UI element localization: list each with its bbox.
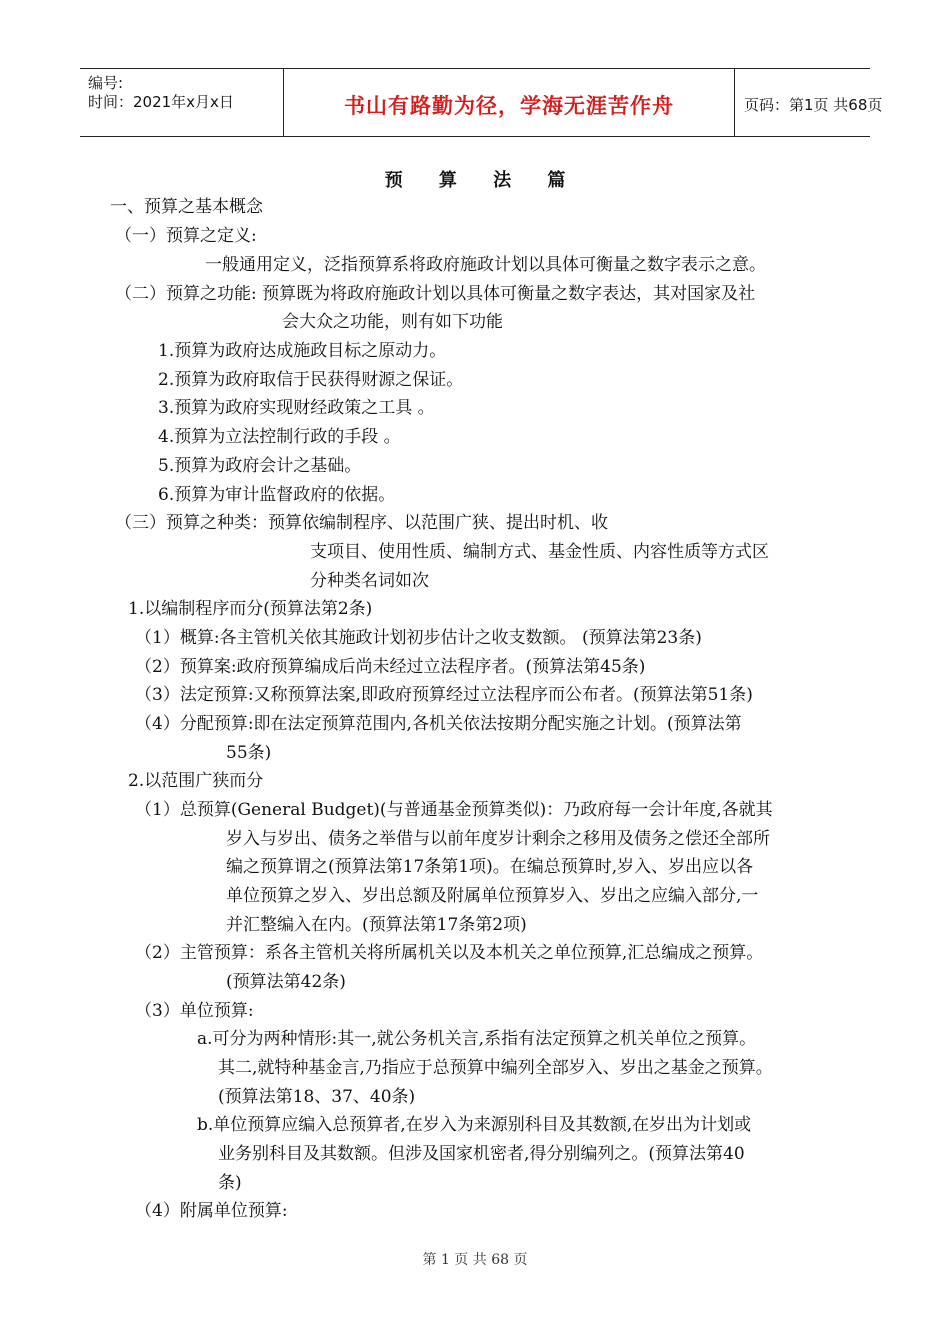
- list-item-continuation: 岁入与岁出、债务之举借与以前年度岁计剩余之移用及债务之偿还全部所: [226, 829, 770, 849]
- list-item: 6.预算为审计监督政府的依据。: [158, 485, 396, 505]
- paragraph-line: 支项目、使用性质、编制方式、基金性质、内容性质等方式区: [310, 542, 769, 562]
- list-item: （2）主管预算：系各主管机关将所属机关以及本机关之单位预算,汇总编成之预算。: [135, 943, 764, 963]
- list-item-continuation: 55条): [226, 743, 272, 763]
- list-heading: 1.以编制程序而分(预算法第2条): [128, 599, 373, 619]
- sub-list-item-continuation: 其二,就特种基金言,乃指应于总预算中编列全部岁入、岁出之基金之预算。: [218, 1058, 773, 1078]
- page-footer: 第 1 页 共 68 页: [422, 1252, 528, 1268]
- date-label: 时间：2021年x月x日: [88, 93, 234, 111]
- sub-list-item: a.可分为两种情形:其一,就公务机关言,系指有法定预算之机关单位之预算。: [197, 1029, 757, 1049]
- sub-list-item-continuation: 条): [218, 1173, 242, 1193]
- list-item-continuation: 单位预算之岁入、岁出总额及附属单位预算岁入、岁出之应编入部分,一: [226, 886, 759, 906]
- list-item-continuation: (预算法第42条): [226, 972, 346, 992]
- motto: 书山有路勤为径，学海无涯苦作舟: [344, 94, 674, 118]
- header-page-cell: [734, 69, 883, 136]
- document-header: [80, 68, 883, 137]
- paragraph-line: 会大众之功能，则有如下功能: [282, 312, 503, 332]
- header-motto-cell: [283, 69, 735, 136]
- section-heading: 一、预算之基本概念: [110, 197, 263, 217]
- subsection-heading: （三）预算之种类：预算依编制程序、以范围广狭、提出时机、收: [115, 513, 608, 533]
- list-item-continuation: 并汇整编入在内。(预算法第17条第2项): [226, 915, 527, 935]
- list-item: （1）总预算(General Budget)(与普通基金预算类似)：乃政府每一会计年度,各就其: [135, 800, 773, 820]
- header-meta-cell: [80, 69, 283, 136]
- page-info: 页码：第1页 共68页: [744, 96, 883, 114]
- list-item: 1.预算为政府达成施政目标之原动力。: [158, 341, 447, 361]
- subsection-heading: （一）预算之定义:: [115, 226, 257, 246]
- list-item: 4.预算为立法控制行政的手段 。: [158, 427, 401, 447]
- number-label: 编号:: [88, 74, 124, 92]
- sub-list-item: b.单位预算应编入总预算者,在岁入为来源别科目及其数额,在岁出为计划或: [197, 1115, 752, 1135]
- list-item: 2.预算为政府取信于民获得财源之保证。: [158, 370, 464, 390]
- list-item: （3）法定预算:又称预算法案,即政府预算经过立法程序而公布者。(预算法第51条): [135, 685, 753, 705]
- paragraph-line: 一般通用定义，泛指预算系将政府施政计划以具体可衡量之数字表示之意。: [205, 255, 766, 275]
- sub-list-item-continuation: (预算法第18、37、40条): [218, 1087, 416, 1107]
- list-item: （3）单位预算:: [135, 1001, 254, 1021]
- subsection-heading: （二）预算之功能: 预算既为将政府施政计划以具体可衡量之数字表达，其对国家及社: [115, 284, 756, 304]
- document-title: 预 算 法 篇: [384, 170, 566, 191]
- list-item: 5.预算为政府会计之基础。: [158, 456, 362, 476]
- list-item: （4）分配预算:即在法定预算范围内,各机关依法按期分配实施之计划。(预算法第: [135, 714, 742, 734]
- list-item: （4）附属单位预算:: [135, 1201, 288, 1221]
- list-heading: 2.以范围广狭而分: [128, 771, 264, 791]
- list-item: 3.预算为政府实现财经政策之工具 。: [158, 398, 435, 418]
- list-item-continuation: 编之预算谓之(预算法第17条第1项)。在编总预算时,岁入、岁出应以各: [226, 857, 754, 877]
- list-item: （2）预算案:政府预算编成后尚未经过立法程序者。(预算法第45条): [135, 657, 646, 677]
- paragraph-line: 分种类名词如次: [310, 571, 429, 591]
- sub-list-item-continuation: 业务别科目及其数额。但涉及国家机密者,得分别编列之。(预算法第40: [218, 1144, 745, 1164]
- list-item: （1）概算:各主管机关依其施政计划初步估计之收支数额。 (预算法第23条): [135, 628, 702, 648]
